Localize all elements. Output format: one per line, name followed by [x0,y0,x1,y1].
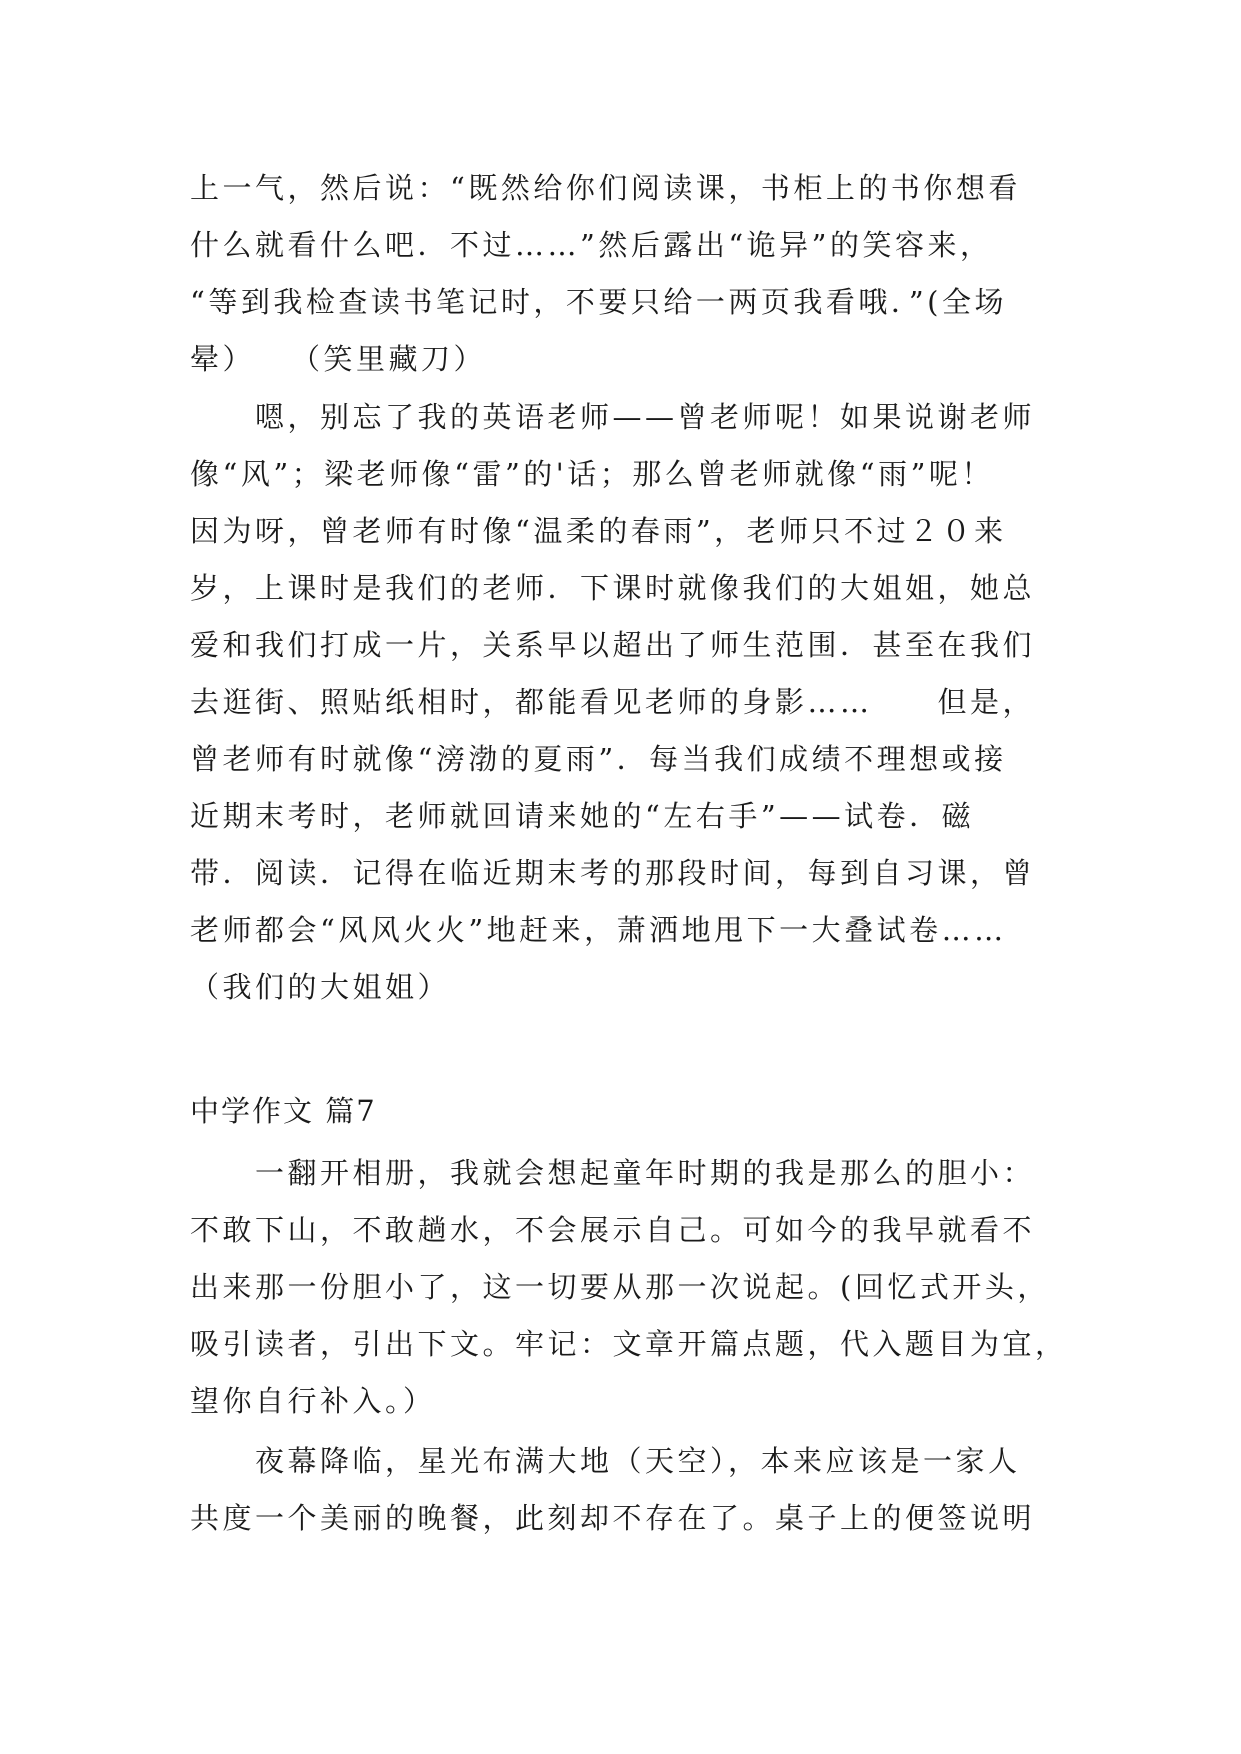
paragraph-line: “等到我检查读书笔记时，不要只给一两页我看哦．”(全场 [190,285,1007,319]
paragraph-line: 带．阅读．记得在临近期末考的那段时间，每到自习课，曾 [190,856,1036,890]
paragraph-line: 夜幕降临，星光布满大地（天空），本来应该是一家人 [190,1444,1021,1478]
paragraph-line: 曾老师有时就像“滂渤的夏雨”．每当我们成绩不理想或接 [190,742,1007,776]
paragraph-line: 什么就看什么吧．不过……”然后露出“诡异”的笑容来， [190,228,993,262]
paragraph-line: 岁，上课时是我们的老师．下课时就像我们的大姐姐，她总 [190,571,1036,605]
paragraph-line: 出来那一份胆小了，这一切要从那一次说起。(回忆式开头， [190,1270,1050,1304]
paragraph-line: 嗯，别忘了我的英语老师——曾老师呢！如果说谢老师 [190,400,1036,434]
paragraph-line: 一翻开相册，我就会想起童年时期的我是那么的胆小： [190,1156,1036,1190]
paragraph-line: 晕） （笑里藏刀） [190,342,487,376]
paragraph-line: （我们的大姐姐） [190,970,451,1004]
paragraph-line: 老师都会“风风火火”地赶来，萧洒地甩下一大叠试卷…… [190,913,1007,947]
paragraph-line: 共度一个美丽的晚餐，此刻却不存在了。桌子上的便签说明 [190,1501,1036,1535]
section-heading: 中学作文 篇7 [190,1094,377,1128]
paragraph-line: 爱和我们打成一片，关系早以超出了师生范围．甚至在我们 [190,628,1036,662]
paragraph-line: 上一气，然后说：“既然给你们阅读课，书柜上的书你想看 [190,171,1021,205]
paragraph-line: 吸引读者，引出下文。牢记：文章开篇点题，代入题目为宜， [190,1327,1068,1361]
paragraph-line: 像“风”；梁老师像“雷”的'话；那么曾老师就像“雨”呢！ [190,457,994,491]
paragraph-line: 望你自行补入。） [190,1384,436,1418]
paragraph-line: 因为呀，曾老师有时像“温柔的春雨”，老师只不过２０来 [190,514,1007,548]
paragraph-line: 不敢下山，不敢趟水，不会展示自己。可如今的我早就看不 [190,1213,1036,1247]
paragraph-line: 去逛街、照贴纸相时，都能看见老师的身影…… 但是， [190,685,1036,719]
paragraph-line: 近期末考时，老师就回请来她的“左右手”——试卷．磁 [190,799,975,833]
